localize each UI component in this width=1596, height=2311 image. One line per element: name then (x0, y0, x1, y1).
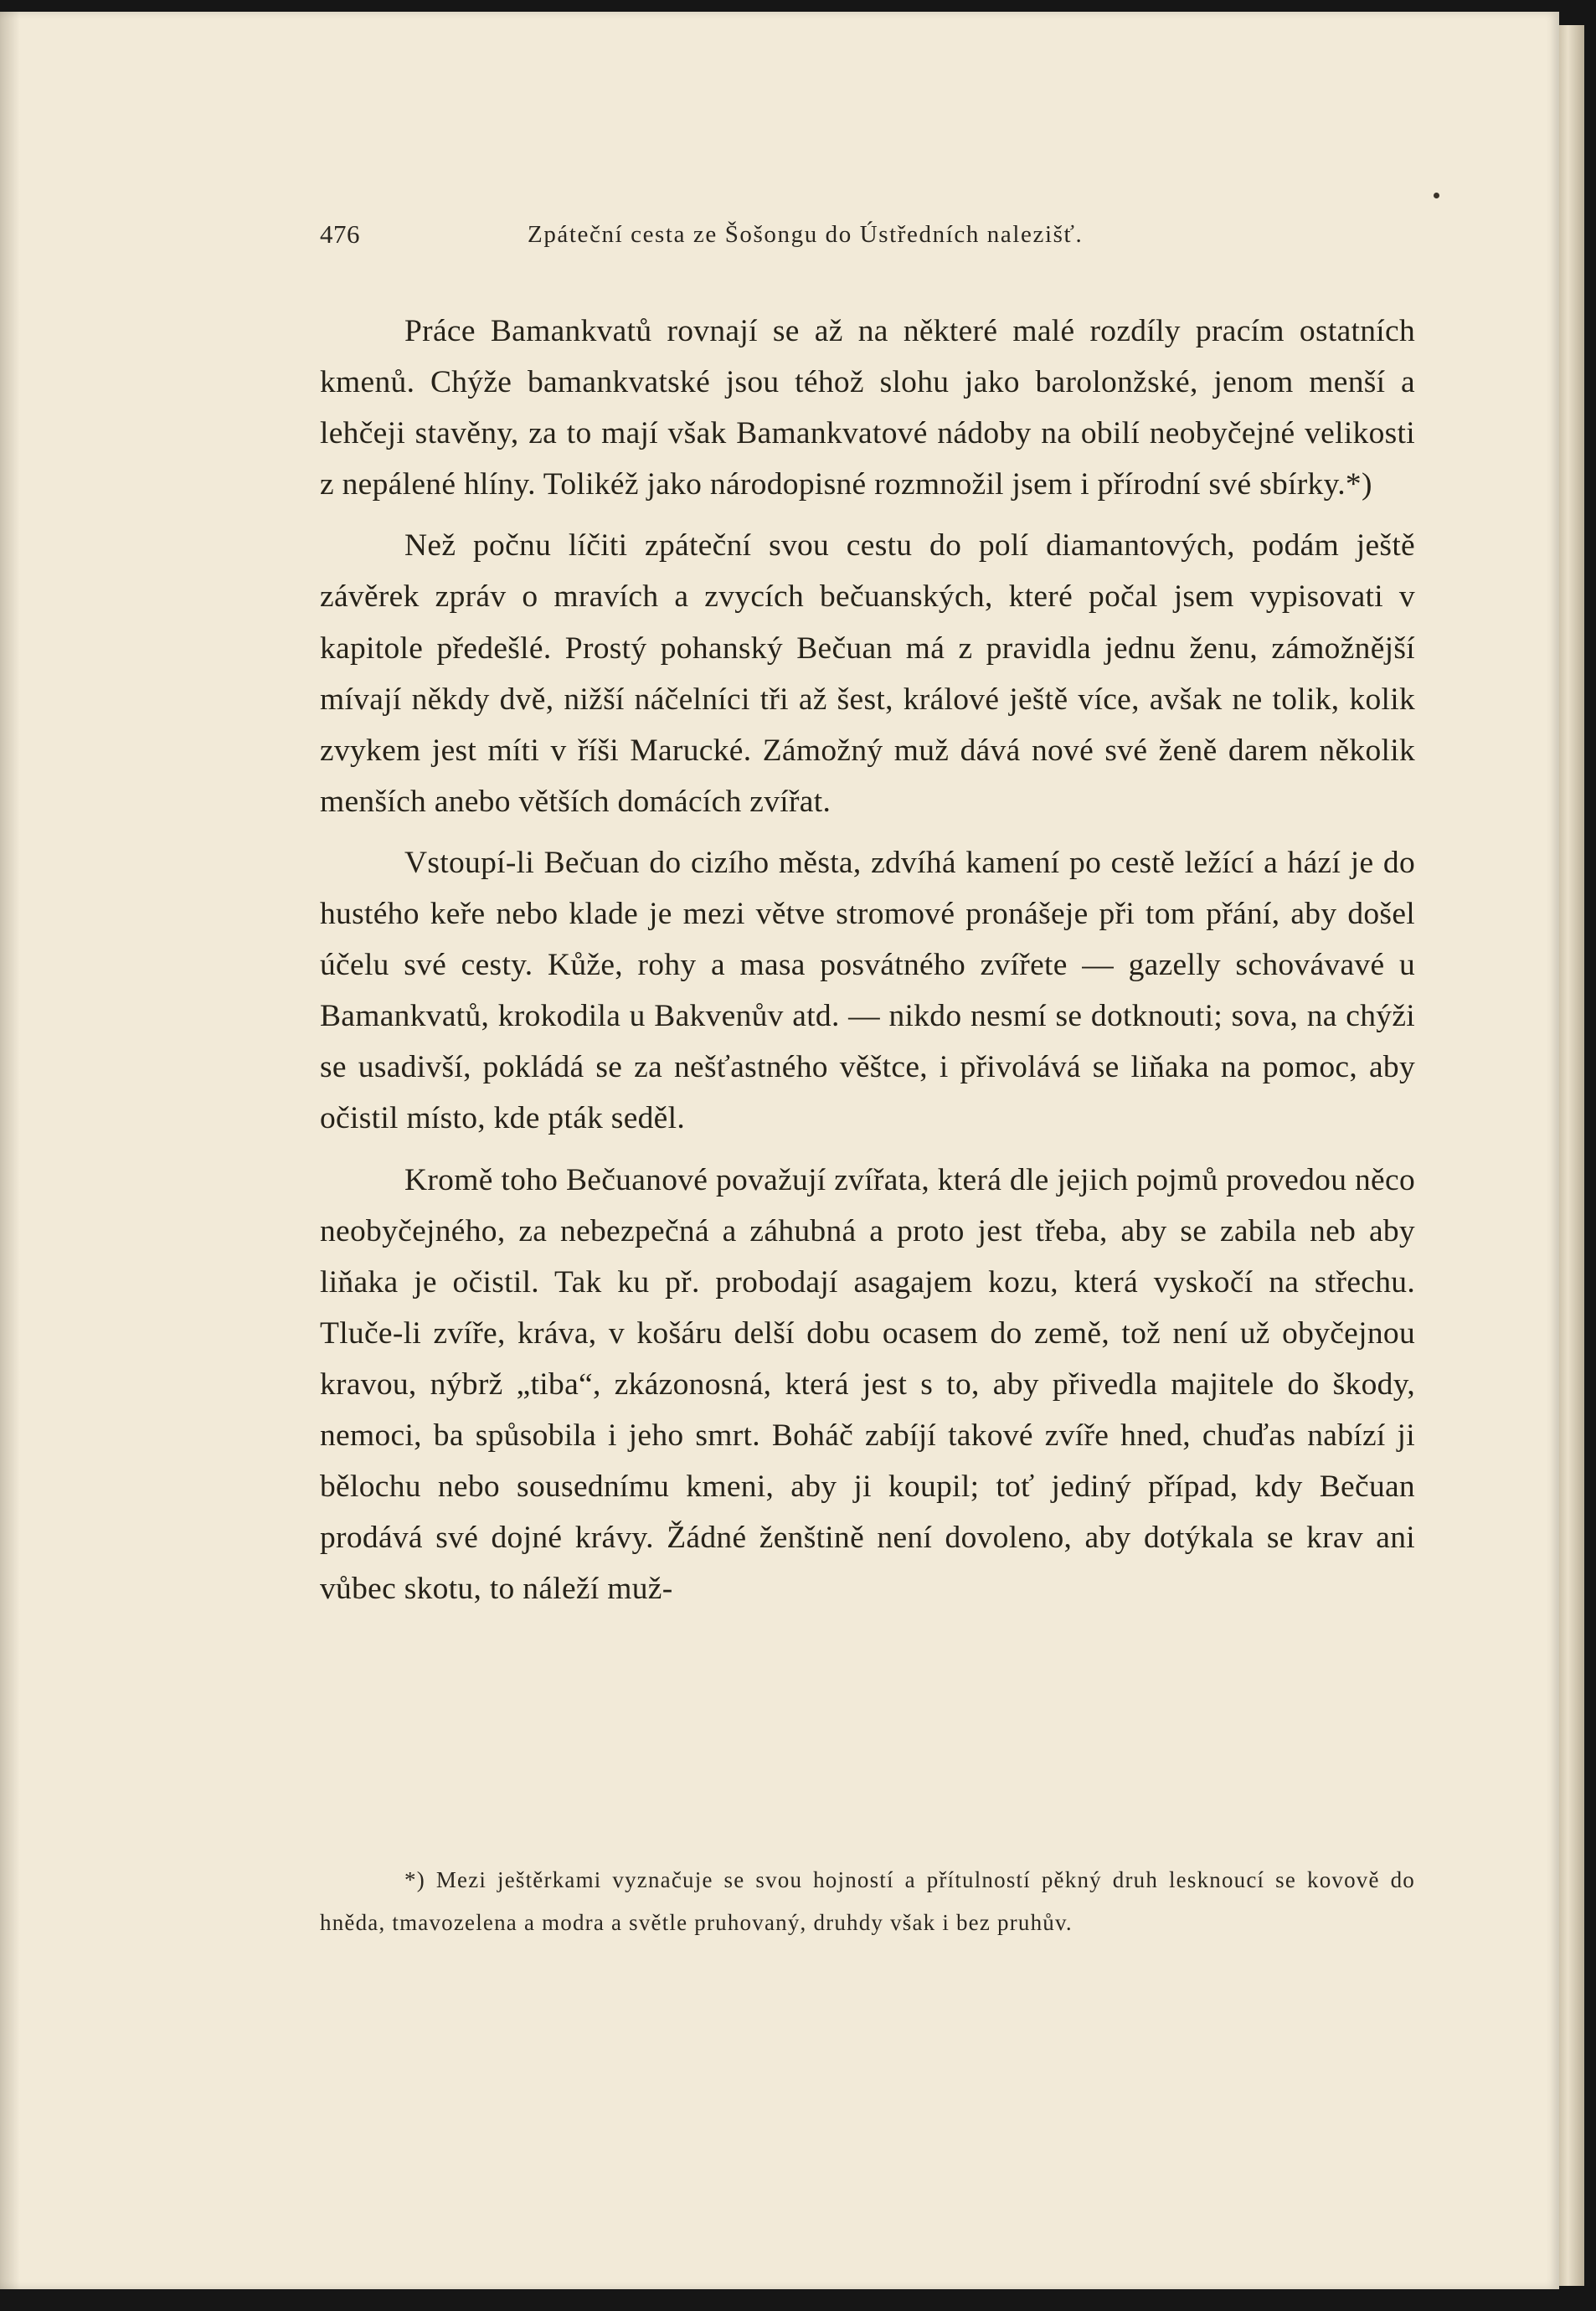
page-edge (1559, 25, 1584, 2286)
page-header (320, 219, 1199, 256)
body-text (320, 306, 1415, 1614)
paragraph-2: Než počnu líčiti zpáteční svou cestu do polí diamantových, podám ještě závěrek zpráv o mravích a zvycích bečuanských, které počal jsem vypisovati v kapitole předešlé. Prostý pohanský Bečuan má z pravidla jednu ženu, zámožnější mívají někdy dvě, nižší náčelníci tři až šest, králové ještě více, avšak ne tolik, kolik zvykem jest míti v říši Marucké. Zámožný muž dává nové své ženě darem několik menších anebo větších domácích zvířat. (320, 528, 1415, 819)
footnotes (320, 1859, 1415, 1944)
paragraph-1: Práce Bamankvatů rovnají se až na některé malé rozdíly pracím ostatních kmenů. Chýže bamankvatské jsou téhož slohu jako barolonžské, jenom menší a lehčeji stavěny, za to mají však Bamankvatové nádoby na obilí neobyčejné velikosti z nepálené hlíny. Tolikéž jako národopisné rozmnožil jsem i přírodní své sbírky.*) (320, 314, 1415, 502)
page-number: 476 (320, 219, 360, 249)
spine-shadow (0, 12, 20, 2289)
running-title: Zpáteční cesta ze Šošongu do Ústředních nalezišť. (528, 221, 1084, 248)
paragraph-3: Vstoupí-li Bečuan do cizího města, zdvíhá kamení po cestě ležící a hází je do hustého keře nebo klade je mezi větve stromové pronášeje při tom přání, aby došel účelu své cesty. Kůže, rohy a masa posvátného zvířete — gazelly schovávavé u Bamankvatů, krokodila u Bakvenův atd. — nikdo nesmí se dotknouti; sova, na chýži se usadivší, pokládá se za nešťastného věštce, i přivolává se liňaka na pomoc, aby očistil místo, kde pták seděl. (320, 845, 1415, 1136)
paragraph-4: Kromě toho Bečuanové považují zvířata, která dle jejich pojmů provedou něco neobyčejného, za nebezpečná a záhubná a proto jest třeba, aby se zabila neb aby liňaka je očistil. Tak ku př. probodají asagajem kozu, která vyskočí na střechu. Tluče-li zvíře, kráva, v košáru delší dobu ocasem do země, tož není už obyčejnou kravou, nýbrž „tiba“, zkázonosná, která jest s to, aby přivedla majitele do škody, nemoci, ba spůsobila i jeho smrt. Boháč zabíjí takové zvíře hned, chuďas nabízí ji bělochu nebo sousednímu kmeni, aby ji koupil; toť jediný případ, kdy Bečuan prodává své dojné krávy. Žádné ženštině není dovoleno, aby dotýkala se krav ani vůbec skotu, to náleží muž- (320, 1162, 1415, 1607)
footnote-1: *) Mezi ještěrkami vyznačuje se svou hojností a přítulností pěkný druh lesknoucí se kovově do hněda, tmavozelena a modra a světle pruhovaný, druhdy však i bez pruhův. (320, 1867, 1415, 1935)
ink-speck (1434, 193, 1439, 198)
